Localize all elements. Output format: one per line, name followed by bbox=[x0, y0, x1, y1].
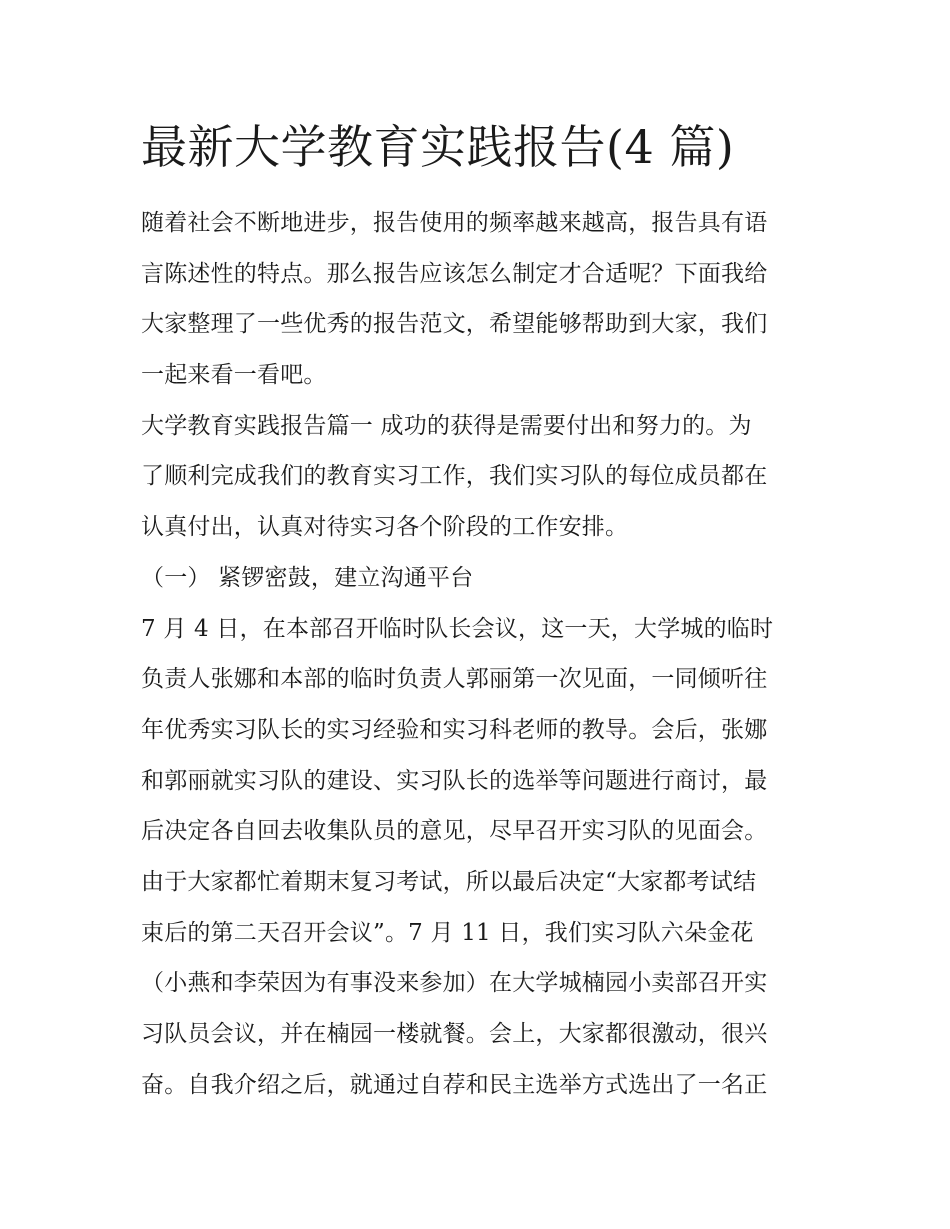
text-line: 随着社会不断地进步，报告使用的频率越来越高，报告具有语 bbox=[141, 210, 768, 236]
text-line: 年优秀实习队长的实习经验和实习科老师的教导。会后，张娜 bbox=[141, 716, 768, 743]
text-line: 大家整理了一些优秀的报告范文，希望能够帮助到大家，我们 bbox=[141, 311, 768, 338]
text-line: 7 月 4 日，在本部召开临时队长会议，这一天，大学城的临时 bbox=[141, 615, 774, 642]
section-heading: （一） 紧锣密鼓，建立沟通平台 bbox=[141, 564, 474, 591]
text-line: 负责人张娜和本部的临时负责人郭丽第一次见面，一同倾听往 bbox=[141, 666, 768, 693]
text-line: 和郭丽就实习队的建设、实习队长的选举等问题进行商讨，最 bbox=[141, 767, 768, 794]
text-line: 习队员会议，并在楠园一楼就餐。会上，大家都很激动，很兴 bbox=[141, 1021, 768, 1047]
text-line: 大学教育实践报告篇一 成功的获得是需要付出和努力的。为 bbox=[141, 412, 752, 439]
text-line: 束后的第二天召开会议”。7 月 11 日，我们实习队六朵金花 bbox=[141, 919, 754, 946]
text-line: 后决定各自回去收集队员的意见，尽早召开实习队的见面会。 bbox=[141, 818, 768, 845]
text-line: 言陈述性的特点。那么报告应该怎么制定才合适呢？下面我给 bbox=[141, 260, 768, 287]
document-body bbox=[141, 198, 821, 1110]
text-line: （小燕和李荣因为有事没来参加）在大学城楠园小卖部召开实 bbox=[141, 970, 768, 997]
text-line: 奋。自我介绍之后，就通过自荐和民主选举方式选出了一名正 bbox=[141, 1071, 768, 1098]
text-line: 了顺利完成我们的教育实习工作，我们实习队的每位成员都在 bbox=[141, 463, 768, 490]
text-line: 认真付出，认真对待实习各个阶段的工作安排。 bbox=[141, 514, 629, 541]
text-line: 一起来看一看吧。 bbox=[141, 362, 327, 389]
document-title: 最新大学教育实践报告(4 篇) bbox=[141, 120, 735, 174]
text-line: 由于大家都忙着期末复习考试，所以最后决定“大家都考试结 bbox=[141, 868, 757, 895]
